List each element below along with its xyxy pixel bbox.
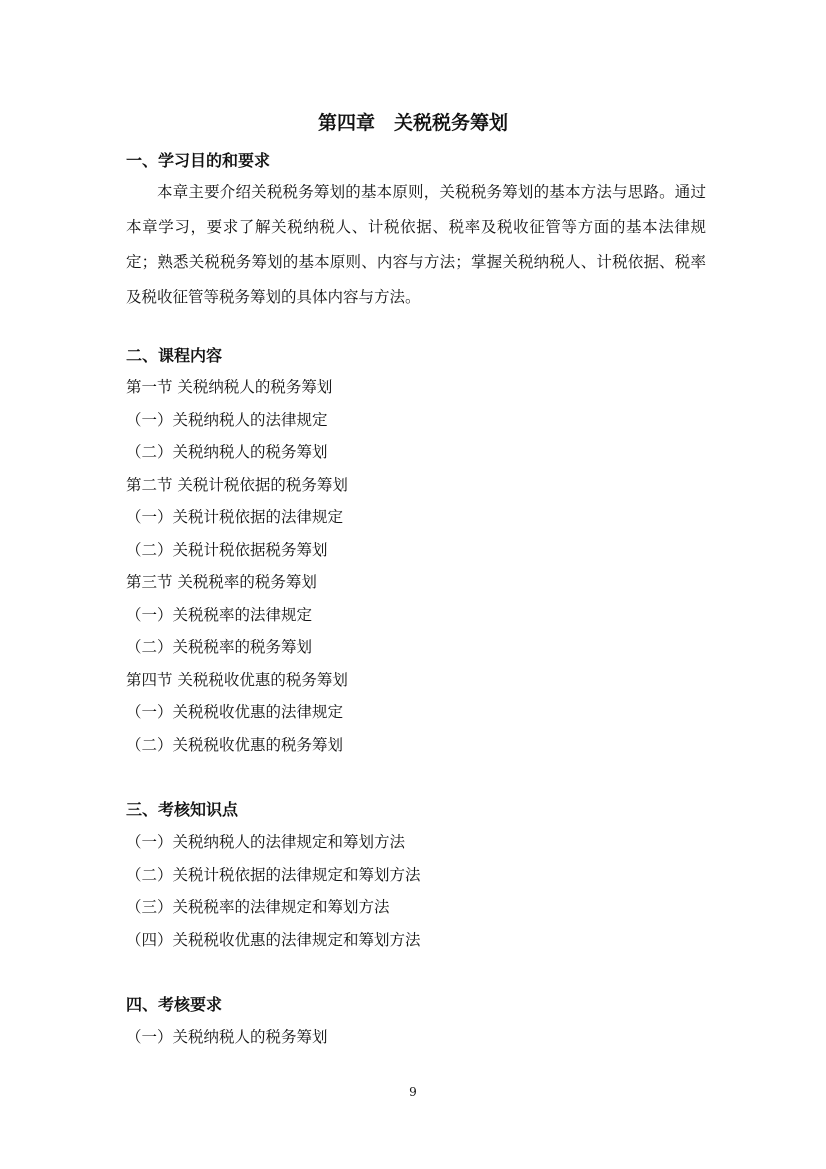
assessment-point-item: （四）关税税收优惠的法律规定和筹划方法	[126, 931, 421, 949]
section-heading-course-content: 二、课程内容	[126, 346, 223, 365]
section-heading-assessment-points: 三、考核知识点	[126, 800, 239, 819]
chapter-title: 第四章 关税税务筹划	[317, 112, 508, 134]
course-content-item: （二）关税税收优惠的税务筹划	[126, 736, 344, 754]
section-heading-assessment-requirements: 四、考核要求	[126, 995, 223, 1014]
course-content-item: （一）关税税收优惠的法律规定	[126, 703, 344, 721]
assessment-point-item: （一）关税纳税人的法律规定和筹划方法	[126, 833, 406, 851]
section-paragraph-learning-goals: 本章主要介绍关税税务筹划的基本原则，关税税务筹划的基本方法与思路。通过本章学习，要求了解关税纳税人、计税依据、税率及税收征管等方面的基本法律规定；熟悉关税税务筹划的基本原则、内容与方法；掌握关税纳税人、计税依据、税率及税收征管等税务筹划的具体内容与方法。	[126, 183, 706, 306]
course-content-item: （一）关税计税依据的法律规定	[126, 508, 344, 526]
course-content-item: 第二节 关税计税依据的税务筹划	[126, 476, 348, 494]
course-content-item: （二）关税税率的税务筹划	[126, 638, 313, 656]
course-content-item: 第一节 关税纳税人的税务筹划	[126, 378, 333, 396]
course-content-item: 第三节 关税税率的税务筹划	[126, 573, 317, 591]
assessment-point-item: （三）关税税率的法律规定和筹划方法	[126, 898, 390, 916]
section-heading-learning-goals: 一、学习目的和要求	[126, 151, 271, 170]
page-number: 9	[409, 1085, 417, 1099]
course-content-item: （二）关税计税依据税务筹划	[126, 541, 328, 559]
course-content-item: （一）关税税率的法律规定	[126, 606, 313, 624]
course-content-item: （一）关税纳税人的法律规定	[126, 411, 328, 429]
course-content-item: （二）关税纳税人的税务筹划	[126, 443, 328, 461]
assessment-requirement-item: （一）关税纳税人的税务筹划	[126, 1028, 328, 1046]
course-content-item: 第四节 关税税收优惠的税务筹划	[126, 671, 348, 689]
assessment-point-item: （二）关税计税依据的法律规定和筹划方法	[126, 866, 421, 884]
